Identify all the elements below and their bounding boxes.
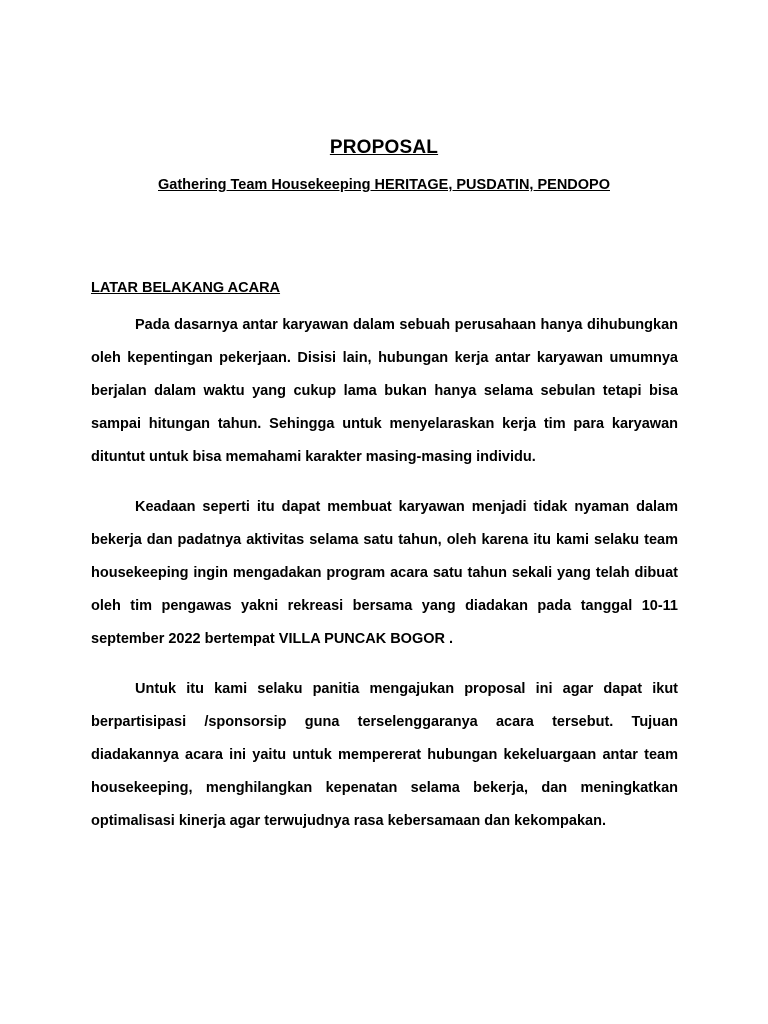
document-subtitle: Gathering Team Housekeeping HERITAGE, PUSDATIN, PENDOPO [158,177,610,193]
paragraph-2: Keadaan seperti itu dapat membuat karyawan menjadi tidak nyaman dalam bekerja dan padatnya aktivitas selama satu tahun, oleh karena itu kami selaku team housekeeping ingin mengadakan program acara satu tahun sekali yang telah dibuat oleh tim pengawas yakni rekreasi bersama yang diadakan pada tanggal 10-11 september 2022 bertempat VILLA PUNCAK BOGOR . [91,499,678,647]
paragraph-3: Untuk itu kami selaku panitia mengajukan proposal ini agar dapat ikut berpartisipasi /sponsorsip guna terselenggaranya acara tersebut. Tujuan diadakannya acara ini yaitu untuk mempererat hubungan kekeluargaan antar team housekeeping, menghilangkan kepenatan selama bekerja, dan meningkatkan optimalisasi kinerja agar terwujudnya rasa kebersamaan dan kekompakan. [91,681,678,829]
paragraph-1: Pada dasarnya antar karyawan dalam sebuah perusahaan hanya dihubungkan oleh kepentingan pekerjaan. Disisi lain, hubungan kerja antar karyawan umumnya berjalan dalam waktu yang cukup lama bukan hanya selama sebulan tetapi bisa sampai hitungan tahun. Sehingga untuk menyelaraskan kerja tim para karyawan dituntut untuk bisa memahami karakter masing-masing individu. [91,317,678,465]
section-heading: LATAR BELAKANG ACARA [91,280,281,296]
section-body [91,309,678,855]
document-title: PROPOSAL [329,137,439,158]
